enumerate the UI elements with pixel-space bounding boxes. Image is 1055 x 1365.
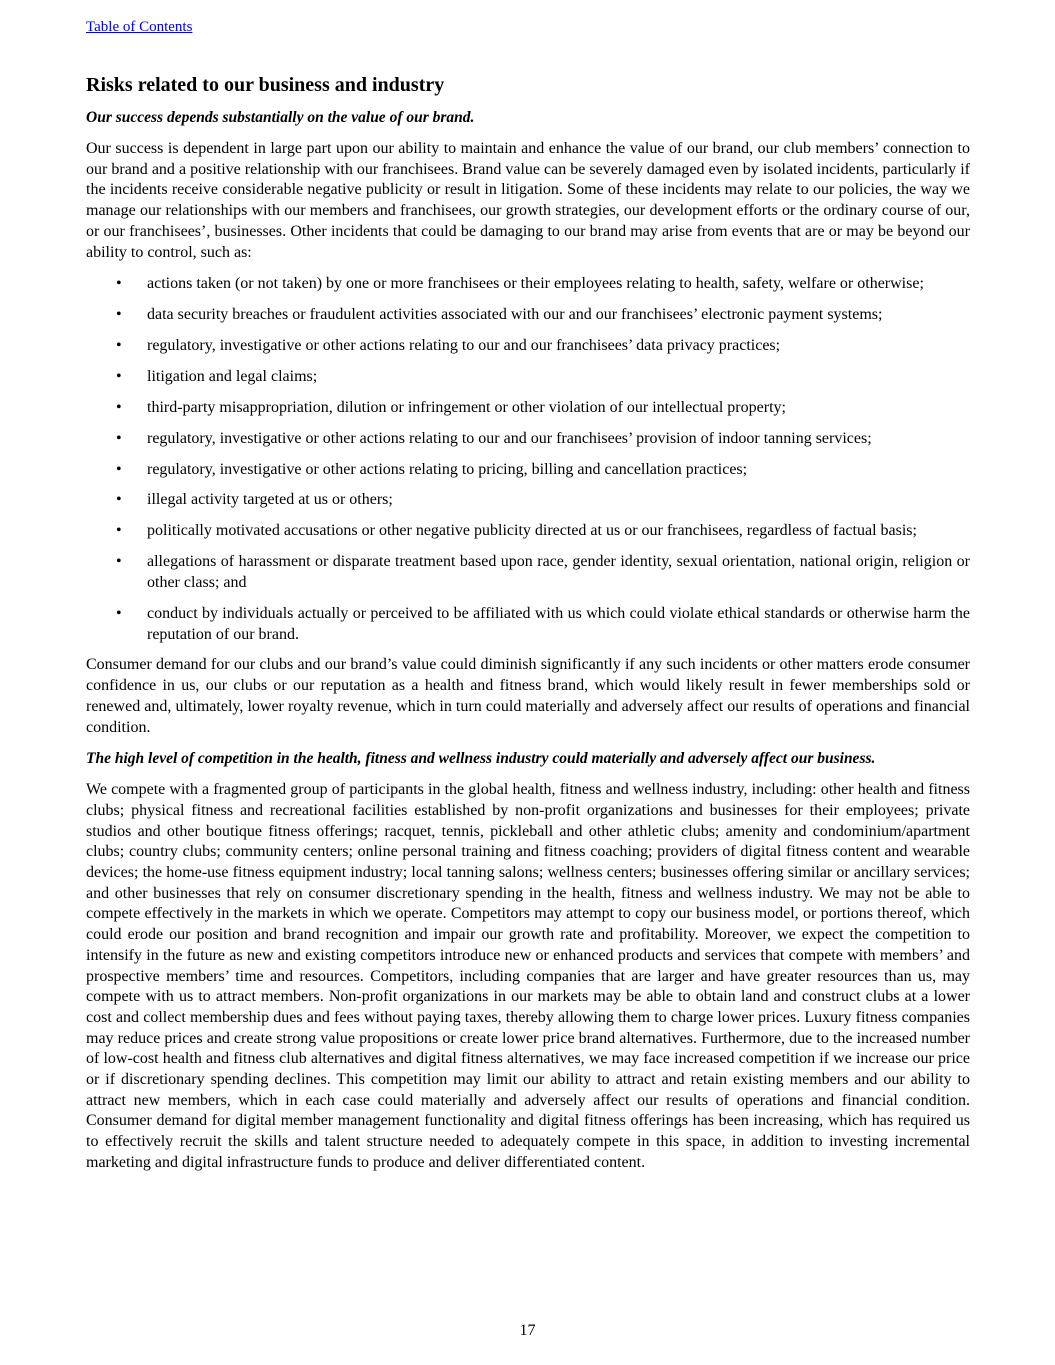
table-of-contents-link[interactable]: Table of Contents	[86, 19, 193, 35]
bullet-icon: •	[116, 460, 122, 478]
bullet-icon: •	[116, 367, 122, 385]
bullet-item: • regulatory, investigative or other actions relating to pricing, billing and cancellation practices;	[86, 460, 970, 481]
risk-competition-body: We compete with a fragmented group of participants in the global health, fitness and wellness industry, including: other health and fitness clubs; physical fitness and recreational facilities established by non-profit organizations and businesses for their employees; private studios and other boutique fitness offerings; racquet, tennis, pickleball and other athletic clubs; amenity and condominium/apartment clubs; country clubs; community centers; online personal training and fitness coaching; providers of digital fitness content and wearable devices; the home-use fitness equipment industry; local tanning salons; wellness centers; businesses offering similar or ancillary services; and other businesses that rely on consumer discretionary spending in the health, fitness and wellness industry. We may not be able to compete effectively in the markets in which we operate. Competitors may attempt to copy our business model, or portions thereof, which could erode our position and brand recognition and impair our growth rate and profitability. Moreover, we expect the competition to intensify in the future as new and existing competitors introduce new or enhanced products and services that compete with members’ and prospective members’ time and resources. Competitors, including companies that are larger and have greater resources than us, may compete with us to attract members. Non-profit organizations in our markets may be able to obtain land and construct clubs at a lower cost and collect membership dues and fees without paying taxes, thereby allowing them to charge lower prices. Luxury fitness companies may reduce prices and create strong value propositions or create lower price brand alternatives. Furthermore, due to the increased number of low-cost health and fitness club alternatives and digital fitness alternatives, we may face increased competition if we increase our price or if discretionary spending declines. This competition may limit our ability to attract and retain existing members and our ability to attract new members, which in each case could materially and adversely affect our results of operations and financial condition. Consumer demand for digital member management functionality and digital fitness offerings has been increasing, which has required us to effectively recruit the skills and talent structure needed to adequately compete in this space, in addition to investing incremental marketing and digital infrastructure funds to produce and deliver differentiated content.	[86, 781, 970, 1171]
risk-competition-title: The high level of competition in the health, fitness and wellness industry could materially and adversely affect our business.	[86, 750, 876, 768]
risk-brand-bullet-list	[86, 274, 970, 645]
bullet-icon: •	[116, 553, 122, 571]
bullet-icon: •	[116, 306, 122, 324]
section-heading: Risks related to our business and industry	[86, 74, 445, 96]
page-number: 17	[519, 1322, 536, 1339]
bullet-item: • actions taken (or not taken) by one or more franchisees or their employees relating to health, safety, welfare or otherwise;	[86, 274, 970, 295]
bullet-icon: •	[116, 491, 122, 509]
bullet-icon: •	[116, 604, 122, 622]
bullet-item: • regulatory, investigative or other actions relating to our and our franchisees’ provision of indoor tanning services;	[86, 429, 970, 450]
bullet-item: • data security breaches or fraudulent activities associated with our and our franchisees’ electronic payment systems;	[86, 305, 970, 326]
bullet-item: • regulatory, investigative or other actions relating to our and our franchisees’ data privacy practices;	[86, 336, 970, 357]
bullet-icon: •	[116, 337, 122, 354]
risk-brand-intro: Our success is dependent in large part upon our ability to maintain and enhance the value of our brand, our club members’ connection to our brand and a positive relationship with our franchisees. Brand value can be severely damaged even by isolated incidents, particularly if the incidents receive considerable negative publicity or result in litigation. Some of these incidents may relate to our policies, the way we manage our relationships with our members and franchisees, our growth strategies, our development efforts or the ordinary course of our, or our franchisees’, businesses. Other incidents that could be damaging to our brand may arise from events that are or may be beyond our ability to control, such as:	[86, 140, 970, 261]
bullet-item: • litigation and legal claims;	[86, 367, 970, 388]
risk-brand-conclusion: Consumer demand for our clubs and our brand’s value could diminish significantly if any such incidents or other matters erode consumer confidence in us, our clubs or our reputation as a health and fitness brand, which would likely result in fewer memberships sold or renewed and, ultimately, lower royalty revenue, which in turn could materially and adversely affect our results of operations and financial condition.	[86, 656, 970, 736]
bullet-icon: •	[116, 522, 122, 540]
bullet-item: • illegal activity targeted at us or others;	[86, 490, 970, 511]
bullet-item: • conduct by individuals actually or perceived to be affiliated with us which could violate ethical standards or otherwise harm the reputation of our brand.	[116, 604, 970, 643]
bullet-icon: •	[116, 429, 122, 447]
bullet-item: • politically motivated accusations or other negative publicity directed at us or our franchisees, regardless of factual basis;	[86, 521, 970, 542]
risk-brand-title: Our success depends substantially on the value of our brand.	[86, 109, 475, 126]
bullet-item: • allegations of harassment or disparate treatment based upon race, gender identity, sexual orientation, national origin, religion or other class; and	[116, 553, 970, 591]
bullet-icon: •	[116, 398, 122, 416]
bullet-item: • third-party misappropriation, dilution or infringement or other violation of our intellectual property;	[86, 398, 970, 419]
bullet-icon: •	[116, 275, 122, 293]
document-body	[86, 73, 970, 1185]
